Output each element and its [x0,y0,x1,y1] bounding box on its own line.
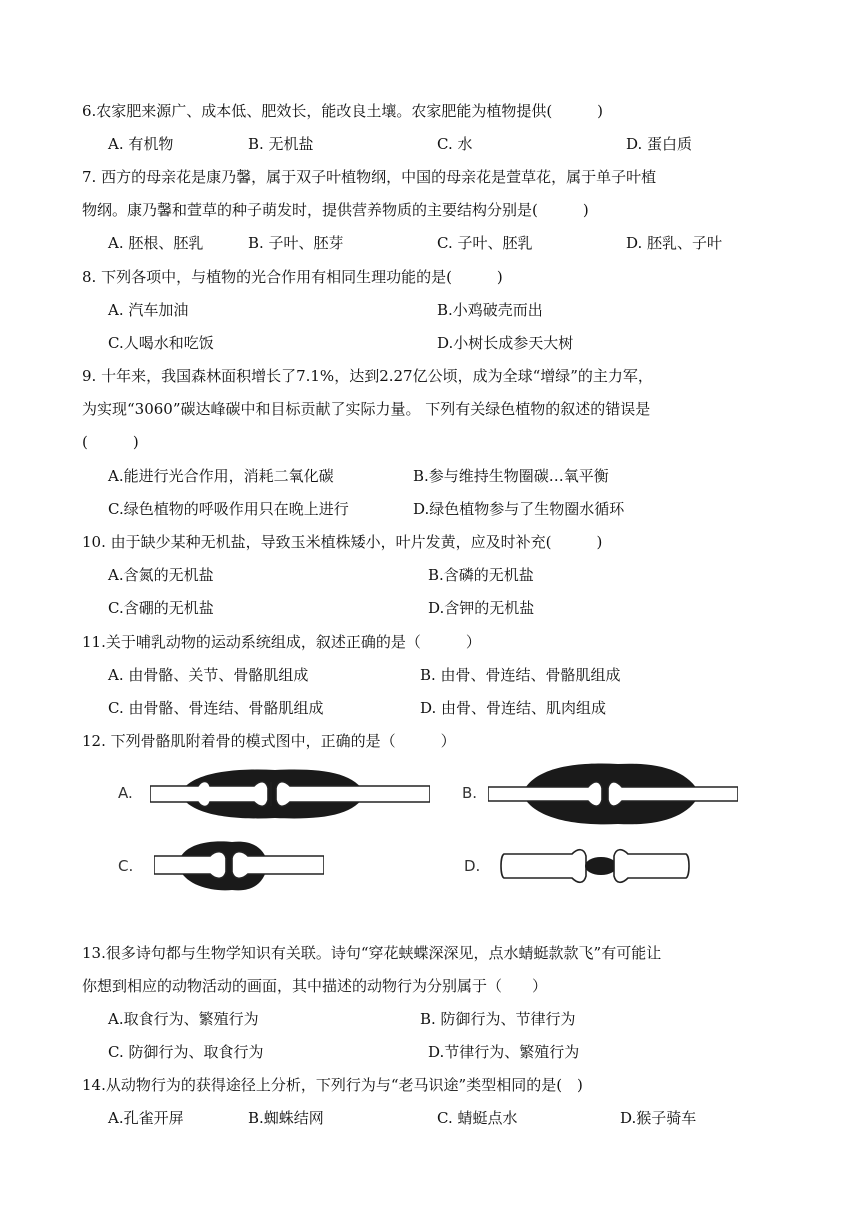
q8-option-d[interactable]: D.小树长成参天大树 [437,334,574,352]
q6-option-d[interactable]: D. 蛋白质 [626,135,693,153]
question-9-text-line2: 为实现“3060”碳达峰碳中和目标贡献了实际力量。 下列有关绿色植物的叙述的错误是 [82,400,651,418]
figure-label-a[interactable]: A. [118,784,133,802]
q11-option-d[interactable]: D. 由骨、骨连结、肌肉组成 [420,699,607,717]
question-10-text: 10. 由于缺少某种无机盐，导致玉米植株矮小，叶片发黄，应及时补充( ) [82,533,603,551]
q8-option-a[interactable]: A. 汽车加油 [108,301,189,319]
question-12-text: 12. 下列骨骼肌附着骨的模式图中，正确的是（ ） [82,732,456,750]
muscle-bone-diagram-a [150,764,430,824]
question-7-text-line1: 7. 西方的母亲花是康乃馨，属于双子叶植物纲，中国的母亲花是萱草花，属于单子叶植 [82,168,657,186]
question-8-text: 8. 下列各项中，与植物的光合作用有相同生理功能的是( ) [82,268,503,286]
q9-option-c[interactable]: C.绿色植物的呼吸作用只在晚上进行 [108,500,349,518]
q6-option-a[interactable]: A. 有机物 [108,135,174,153]
q8-option-b[interactable]: B.小鸡破壳而出 [437,301,543,319]
q14-option-a[interactable]: A.孔雀开屏 [108,1109,184,1127]
question-6-text: 6.农家肥来源广、成本低、肥效长，能改良土壤。农家肥能为植物提供( ) [82,102,604,120]
q9-option-d[interactable]: D.绿色植物参与了生物圈水循环 [413,500,625,518]
q9-option-a[interactable]: A.能进行光合作用，消耗二氧化碳 [108,467,334,485]
q7-option-c[interactable]: C. 子叶、胚乳 [437,234,533,252]
q10-option-b[interactable]: B.含磷的无机盐 [428,566,534,584]
question-14-text: 14.从动物行为的获得途径上分析，下列行为与“老马识途”类型相同的是( ) [82,1076,583,1094]
muscle-bone-diagram-c [154,836,324,896]
q7-option-d[interactable]: D. 胚乳、子叶 [626,234,723,252]
figure-label-b[interactable]: B. [462,784,478,802]
q11-option-b[interactable]: B. 由骨、骨连结、骨骼肌组成 [420,666,621,684]
q6-option-b[interactable]: B. 无机盐 [248,135,314,153]
q13-option-c[interactable]: C. 防御行为、取食行为 [108,1043,264,1061]
figure-label-d[interactable]: D. [464,857,481,875]
q9-option-b[interactable]: B.参与维持生物圈碳…氧平衡 [413,467,609,485]
figure-label-c[interactable]: C. [118,857,134,875]
q7-option-b[interactable]: B. 子叶、胚芽 [248,234,344,252]
question-13-text-line2: 你想到相应的动物活动的画面，其中描述的动物行为分别属于（ ） [82,977,548,995]
q6-option-c[interactable]: C. 水 [437,135,473,153]
q10-option-c[interactable]: C.含硼的无机盐 [108,599,214,617]
q11-option-a[interactable]: A. 由骨骼、关节、骨骼肌组成 [108,666,309,684]
q14-option-d[interactable]: D.猴子骑车 [620,1109,697,1127]
question-7-text-line2: 物纲。康乃馨和萱草的种子萌发时，提供营养物质的主要结构分别是( ) [82,201,589,219]
q14-option-c[interactable]: C. 蜻蜓点水 [437,1109,518,1127]
q13-option-d[interactable]: D.节律行为、繁殖行为 [428,1043,580,1061]
q10-option-a[interactable]: A.含氮的无机盐 [108,566,214,584]
question-11-text: 11.关于哺乳动物的运动系统组成，叙述正确的是（ ） [82,633,481,651]
q14-option-b[interactable]: B.蜘蛛结网 [248,1109,324,1127]
muscle-bone-diagram-b [488,760,738,828]
muscle-bone-diagram-d [500,842,690,890]
q7-option-a[interactable]: A. 胚根、胚乳 [108,234,204,252]
question-9-text-line3: ( ) [82,433,139,451]
q10-option-d[interactable]: D.含钾的无机盐 [428,599,535,617]
q13-option-a[interactable]: A.取食行为、繁殖行为 [108,1010,259,1028]
question-9-text-line1: 9. 十年来，我国森林面积增长了7.1%，达到2.27亿公顷，成为全球“增绿”的主力军， [82,367,653,385]
question-13-text-line1: 13.很多诗句都与生物学知识有关联。诗句“穿花蛱蝶深深见，点水蜻蜓款款飞”有可能让 [82,944,662,962]
q11-option-c[interactable]: C. 由骨骼、骨连结、骨骼肌组成 [108,699,324,717]
q13-option-b[interactable]: B. 防御行为、节律行为 [420,1010,576,1028]
q8-option-c[interactable]: C.人喝水和吃饭 [108,334,214,352]
